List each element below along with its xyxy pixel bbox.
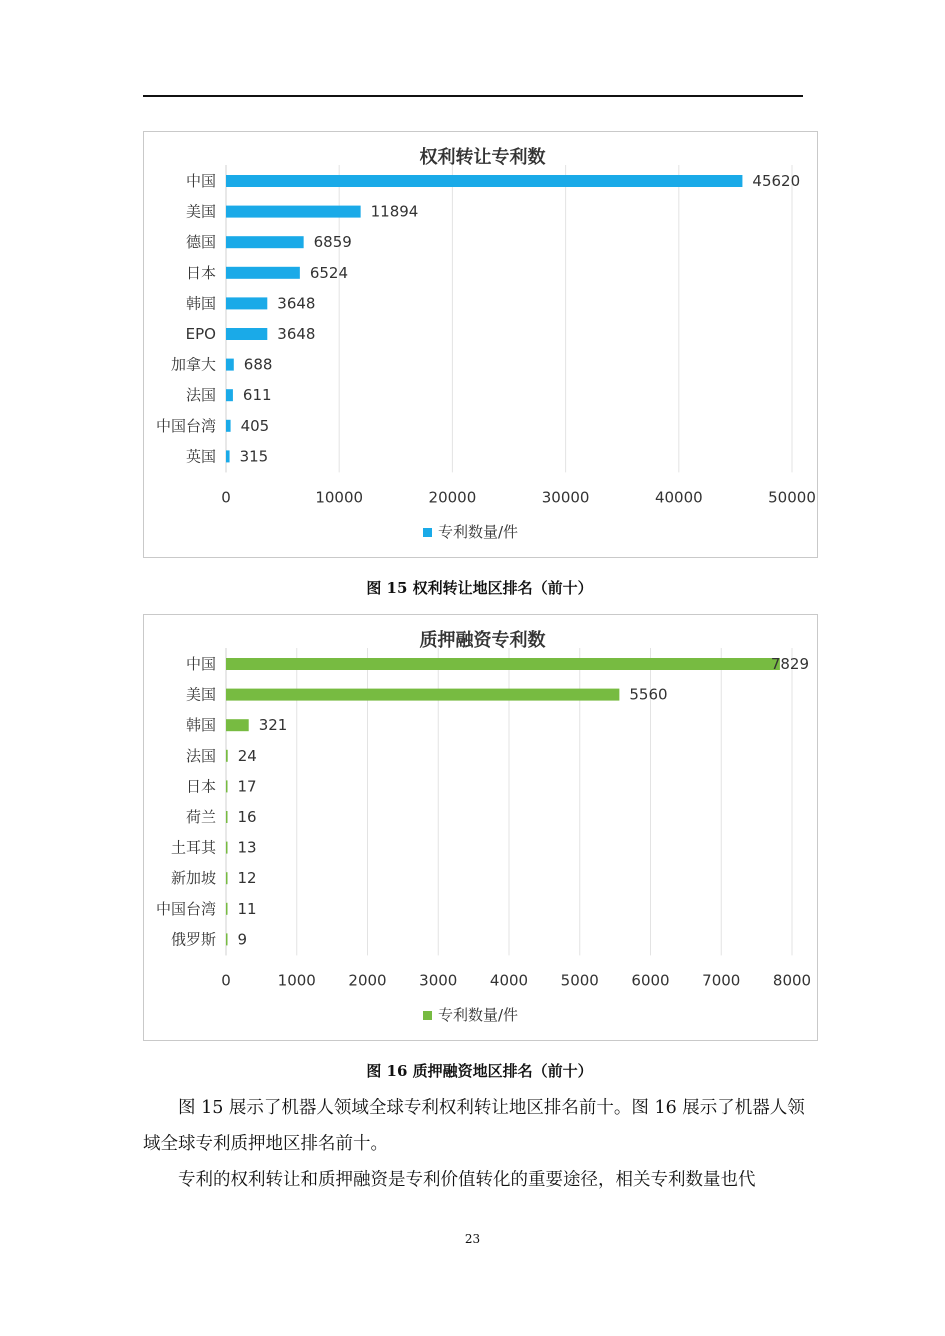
value-label: 24 [237,746,257,765]
chart-title: 质押融资专利数 [419,630,546,651]
category-label: EPO [185,325,216,343]
category-label: 荷兰 [185,808,216,826]
legend-swatch [423,1011,432,1020]
category-label: 日本 [185,777,216,796]
value-label: 9 [237,930,248,949]
value-label: 6524 [309,263,349,282]
x-tick-label: 0 [221,971,231,990]
value-label: 17 [237,777,257,796]
legend-label: 专利数量/件 [438,523,519,541]
pledge-chart [143,614,818,1041]
category-label: 土耳其 [170,838,216,857]
value-label: 405 [240,416,270,435]
bar [226,933,228,945]
category-label: 德国 [185,233,216,252]
category-label: 加拿大 [170,355,216,374]
figure-16-caption: 图 16 质押融资地区排名（前十） [366,1062,593,1080]
value-label: 315 [239,447,269,466]
category-label: 美国 [185,685,216,704]
bar [226,206,361,218]
chart-title: 权利转让专利数 [419,147,546,168]
bar [226,658,780,670]
x-tick-label: 7000 [702,971,741,990]
bar [226,236,304,248]
bar [226,842,228,854]
bar [226,175,742,187]
value-label: 6859 [313,233,352,252]
value-label: 611 [242,386,272,405]
value-label: 3648 [277,294,316,313]
chart-svg [144,615,817,1040]
bar [226,689,619,701]
bar [226,903,228,915]
chart-svg [144,132,817,557]
page-number: 23 [464,1232,481,1246]
x-tick-label: 30000 [541,488,590,507]
paragraph-2: 专利的权利转让和质押融资是专利价值转化的重要途径，相关专利数量也代 [178,1170,756,1190]
bar [226,780,228,792]
x-tick-label: 10000 [315,488,364,507]
bar [226,750,228,762]
value-label: 12 [237,869,257,888]
value-label: 321 [258,716,288,735]
x-tick-label: 40000 [654,488,703,507]
value-label: 11 [237,899,257,918]
bar [226,719,249,731]
legend-label: 专利数量/件 [438,1006,519,1024]
category-label: 中国 [185,655,216,673]
category-label: 俄罗斯 [170,930,216,949]
value-label: 3648 [277,325,316,343]
value-label: 5560 [629,685,668,704]
transfer-chart [143,131,818,558]
category-label: 韩国 [185,294,216,313]
x-tick-label: 1000 [277,971,316,990]
bar [226,267,300,279]
paragraph-1: 图 15 展示了机器人领域全球专利权利转让地区排名前十。图 16 展示了机器人领域全球专利质押地区排名前十。 [143,1098,805,1154]
bar [226,420,231,432]
x-tick-label: 6000 [631,971,670,990]
header-rule [143,95,803,97]
x-tick-label: 0 [221,488,231,507]
bar [226,872,228,884]
body-text [143,1090,805,1198]
x-tick-label: 4000 [489,971,529,990]
value-label: 45620 [752,172,801,190]
x-tick-label: 20000 [428,488,477,507]
value-label: 11894 [370,202,419,221]
bar [226,811,228,823]
value-label: 16 [237,808,257,826]
x-tick-label: 3000 [419,971,458,990]
figure-15-caption: 图 15 权利转让地区排名（前十） [366,579,593,597]
x-tick-label: 8000 [772,971,812,990]
value-label: 13 [237,838,257,857]
category-label: 法国 [185,746,216,765]
x-tick-label: 5000 [560,971,599,990]
category-label: 中国台湾 [155,899,216,918]
category-label: 英国 [185,447,216,466]
category-label: 中国台湾 [155,416,216,435]
category-label: 法国 [185,386,216,405]
bar [226,450,230,462]
bar [226,328,267,340]
category-label: 中国 [185,172,216,190]
category-label: 韩国 [185,716,216,735]
value-label: 688 [243,355,273,374]
value-label: 7829 [770,655,809,673]
x-tick-label: 2000 [348,971,387,990]
bar [226,389,233,401]
category-label: 新加坡 [170,869,216,888]
category-label: 美国 [185,202,216,221]
bar [226,297,267,309]
bar [226,359,234,371]
x-tick-label: 50000 [768,488,816,507]
category-label: 日本 [185,263,216,282]
legend-swatch [423,528,432,537]
